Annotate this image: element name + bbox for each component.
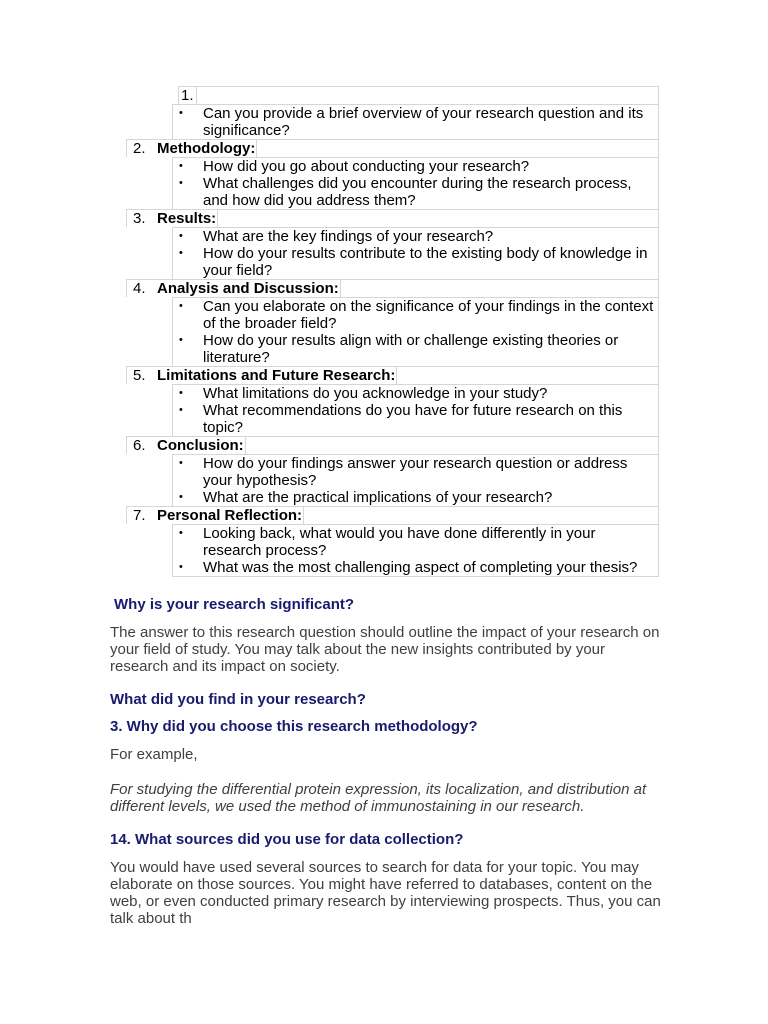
bullet-item: • What recommendations do you have for future research on this topic?: [173, 402, 658, 436]
bullet-item: • What limitations do you acknowledge in your study?: [173, 385, 658, 402]
outline-item-6-bullets: [172, 454, 659, 506]
bullet-item: • How do your results align with or challenge existing theories or literature?: [173, 332, 658, 366]
paragraph-research-significance: The answer to this research question should outline the impact of your research on your field of study. You may talk about the new insights contributed by your research and its impact on society.: [110, 624, 660, 675]
bullet-item: • How do your findings answer your research question or address your hypothesis?: [173, 455, 658, 489]
outline-item-number: 7.: [133, 507, 146, 524]
outline-item-label: Limitations and Future Research:: [157, 367, 396, 384]
outline-item-label: Analysis and Discussion:: [157, 280, 339, 297]
outline-item-7-bullets: [172, 524, 659, 577]
outline-item-4-bullets: [172, 297, 659, 366]
bullet-item: • Can you provide a brief overview of your research question and its significance?: [173, 105, 658, 139]
outline-item-3-bullets: [172, 227, 659, 279]
bullet-item: • What challenges did you encounter during the research process, and how did you address them?: [173, 175, 658, 209]
outline-item-1-bullets: [172, 104, 659, 139]
heading-data-sources: 14. What sources did you use for data collection?: [110, 831, 464, 848]
bullet-item: • What was the most challenging aspect of completing your thesis?: [173, 559, 658, 576]
bullet-item: • Can you elaborate on the significance of your findings in the context of the broader field?: [173, 298, 658, 332]
outline-item-6: [126, 436, 659, 454]
bullet-item: • Looking back, what would you have done differently in your research process?: [173, 525, 658, 559]
heading-research-significance: Why is your research significant?: [114, 596, 355, 613]
outline-item-1: [178, 86, 659, 104]
outline-item-3: [126, 209, 659, 227]
outline-item-number: 3.: [133, 210, 146, 227]
outline-item-number: 6.: [133, 437, 146, 454]
outline-item-label: Conclusion:: [157, 437, 244, 454]
interview-questions-outline: [126, 86, 659, 577]
bullet-item: • How do your results contribute to the existing body of knowledge in your field?: [173, 245, 658, 279]
paragraph-data-sources: You would have used several sources to search for data for your topic. You may elaborate on those sources. You might have referred to databases, content on the web, or even conducted primary research by interviewing prospects. Thus, you can talk about th: [110, 859, 661, 927]
heading-methodology-choice: 3. Why did you choose this research methodology?: [110, 718, 478, 735]
bullet-item: • What are the key findings of your research?: [173, 228, 658, 245]
outline-item-number: 4.: [133, 280, 146, 297]
outline-item-number: 2.: [133, 140, 146, 157]
paragraph-example-italic: For studying the differential protein expression, its localization, and distribution at different levels, we used the method of immunostaining in our research.: [110, 781, 647, 815]
outline-item-number: 1.: [181, 87, 197, 104]
outline-item-2: [126, 139, 659, 157]
paragraph-example-intro: For example,: [110, 746, 198, 763]
outline-item-5: [126, 366, 659, 384]
heading-research-findings: What did you find in your research?: [110, 691, 366, 708]
outline-item-label: Results:: [157, 210, 217, 227]
outline-item-label: Personal Reflection:: [157, 507, 303, 524]
outline-item-2-bullets: [172, 157, 659, 209]
outline-item-5-bullets: [172, 384, 659, 436]
outline-item-4: [126, 279, 659, 297]
outline-item-label: Methodology:: [157, 140, 256, 157]
outline-item-number: 5.: [133, 367, 146, 384]
bullet-item: • What are the practical implications of your research?: [173, 489, 658, 506]
outline-item-7: [126, 506, 659, 524]
bullet-item: • How did you go about conducting your research?: [173, 158, 658, 175]
